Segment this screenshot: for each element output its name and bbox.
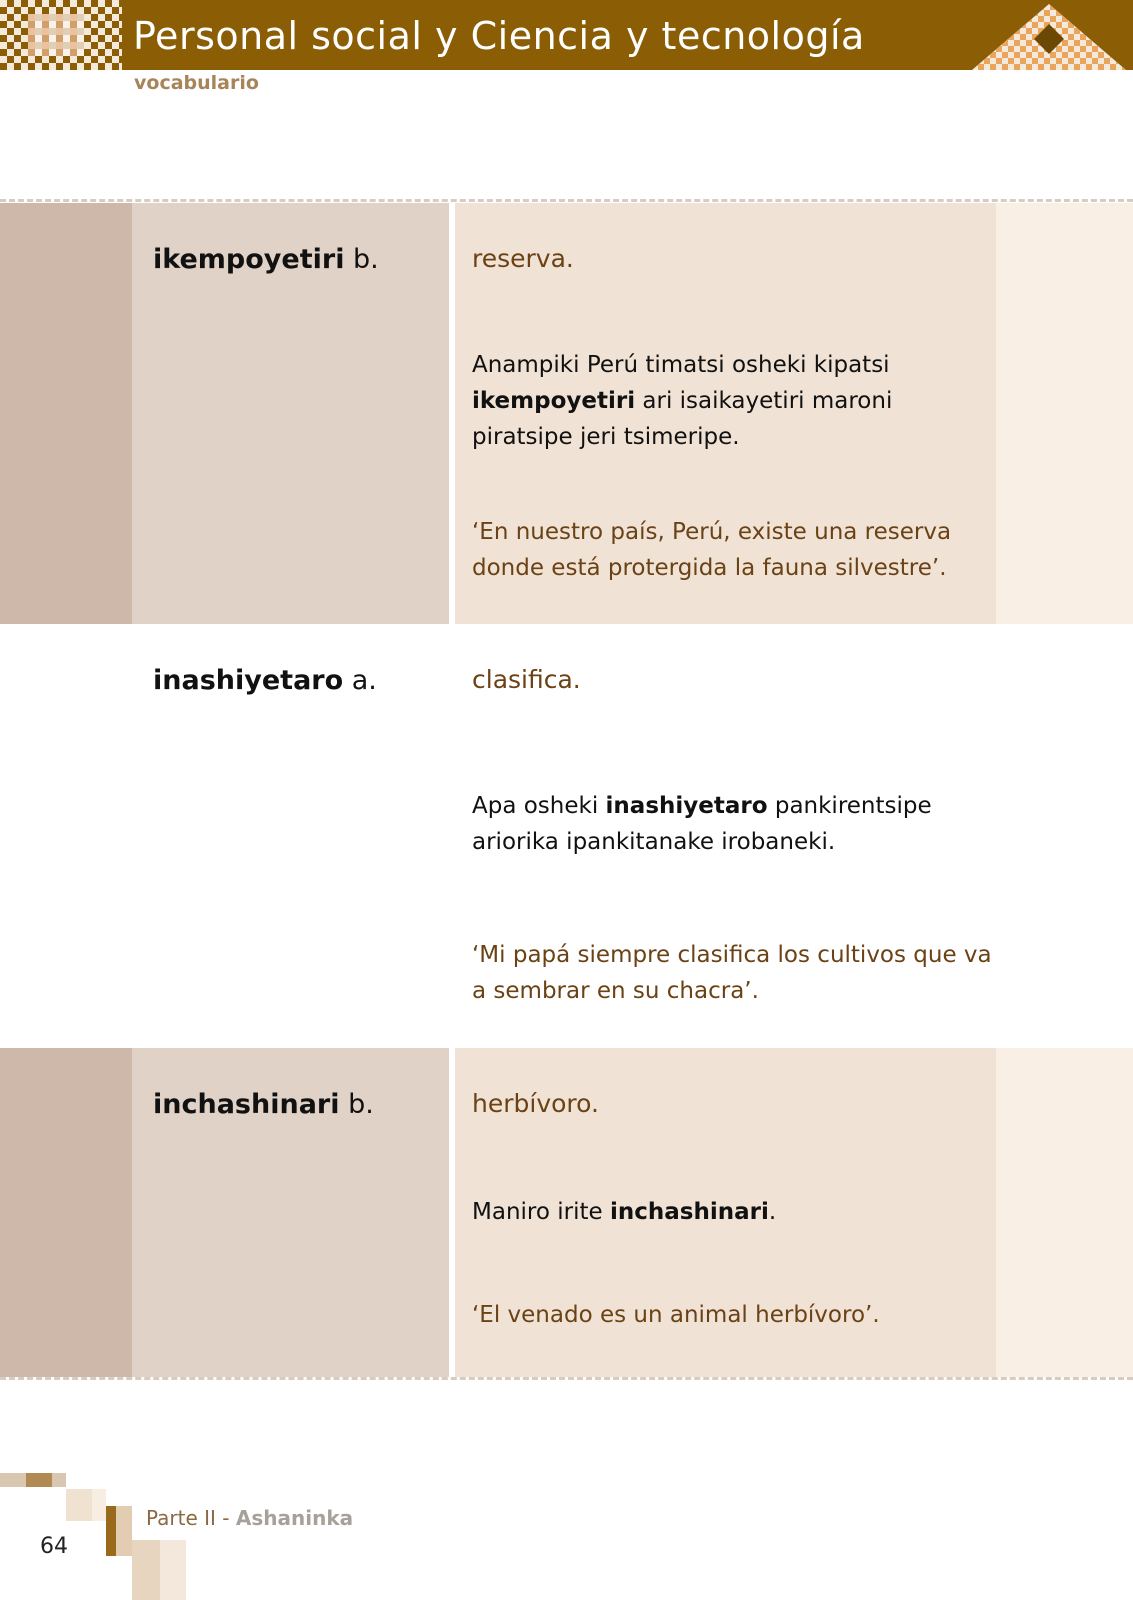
- vocab-example: Maniro irite inchashinari.: [472, 1199, 777, 1225]
- footer-pattern-block: [52, 1473, 66, 1487]
- term-part-of-speech: b.: [348, 1089, 374, 1120]
- example-term: ikempoyetiri: [472, 388, 636, 414]
- page-title: Personal social y Ciencia y tecnología: [133, 14, 865, 58]
- vocab-translation: ‘En nuestro país, Perú, existe una reserva donde está protergida la fauna silvestre’.: [472, 519, 952, 581]
- footer-pattern-block: [116, 1506, 132, 1556]
- vocab-term: [153, 665, 377, 696]
- page-number: 64: [40, 1534, 68, 1559]
- footer-pattern-block: [0, 1473, 26, 1487]
- example-term: inashiyetaro: [605, 793, 768, 819]
- header-pattern-left: [0, 0, 122, 70]
- example-term: inchashinari: [609, 1199, 769, 1225]
- table-top-divider: [0, 199, 1133, 202]
- term-word: ikempoyetiri: [153, 244, 345, 275]
- vocab-term: [153, 1089, 374, 1120]
- footer-pattern-block: [26, 1473, 52, 1487]
- footer-pattern-block: [160, 1540, 186, 1600]
- footer-pattern-block: [66, 1489, 92, 1521]
- vocab-translation: ‘El venado es un animal herbívoro’.: [472, 1302, 880, 1328]
- term-word: inchashinari: [153, 1089, 340, 1120]
- vocab-translation: ‘Mi papá siempre clasifica los cultivos que va a sembrar en su chacra’.: [472, 942, 992, 1004]
- header-pattern-right: [966, 0, 1133, 70]
- vocab-gloss: clasifica.: [472, 665, 581, 694]
- vocab-term: [153, 244, 379, 275]
- vocab-example: Anampiki Perú timatsi osheki kipatsi ikempoyetiri ari isaikayetiri maroni piratsipe jeri tsimeripe.: [472, 352, 893, 450]
- footer-pattern-block: [92, 1489, 106, 1521]
- vocab-gloss: herbívoro.: [472, 1089, 599, 1118]
- footer-pattern-block: [132, 1540, 160, 1600]
- footer-language: Ashaninka: [235, 1506, 354, 1530]
- term-part-of-speech: b.: [353, 244, 379, 275]
- vocab-gloss: reserva.: [472, 244, 574, 273]
- section-subtitle: vocabulario: [134, 72, 259, 94]
- term-part-of-speech: a.: [351, 665, 377, 696]
- vocab-example: Apa osheki inashiyetaro pankirentsipe ariorika ipankitanake irobaneki.: [472, 793, 932, 855]
- footer-part-label: Parte II - Ashaninka: [146, 1506, 354, 1530]
- footer-pattern-bar: [106, 1506, 116, 1556]
- term-word: inashiyetaro: [153, 665, 344, 696]
- table-bottom-divider: [0, 1377, 1133, 1380]
